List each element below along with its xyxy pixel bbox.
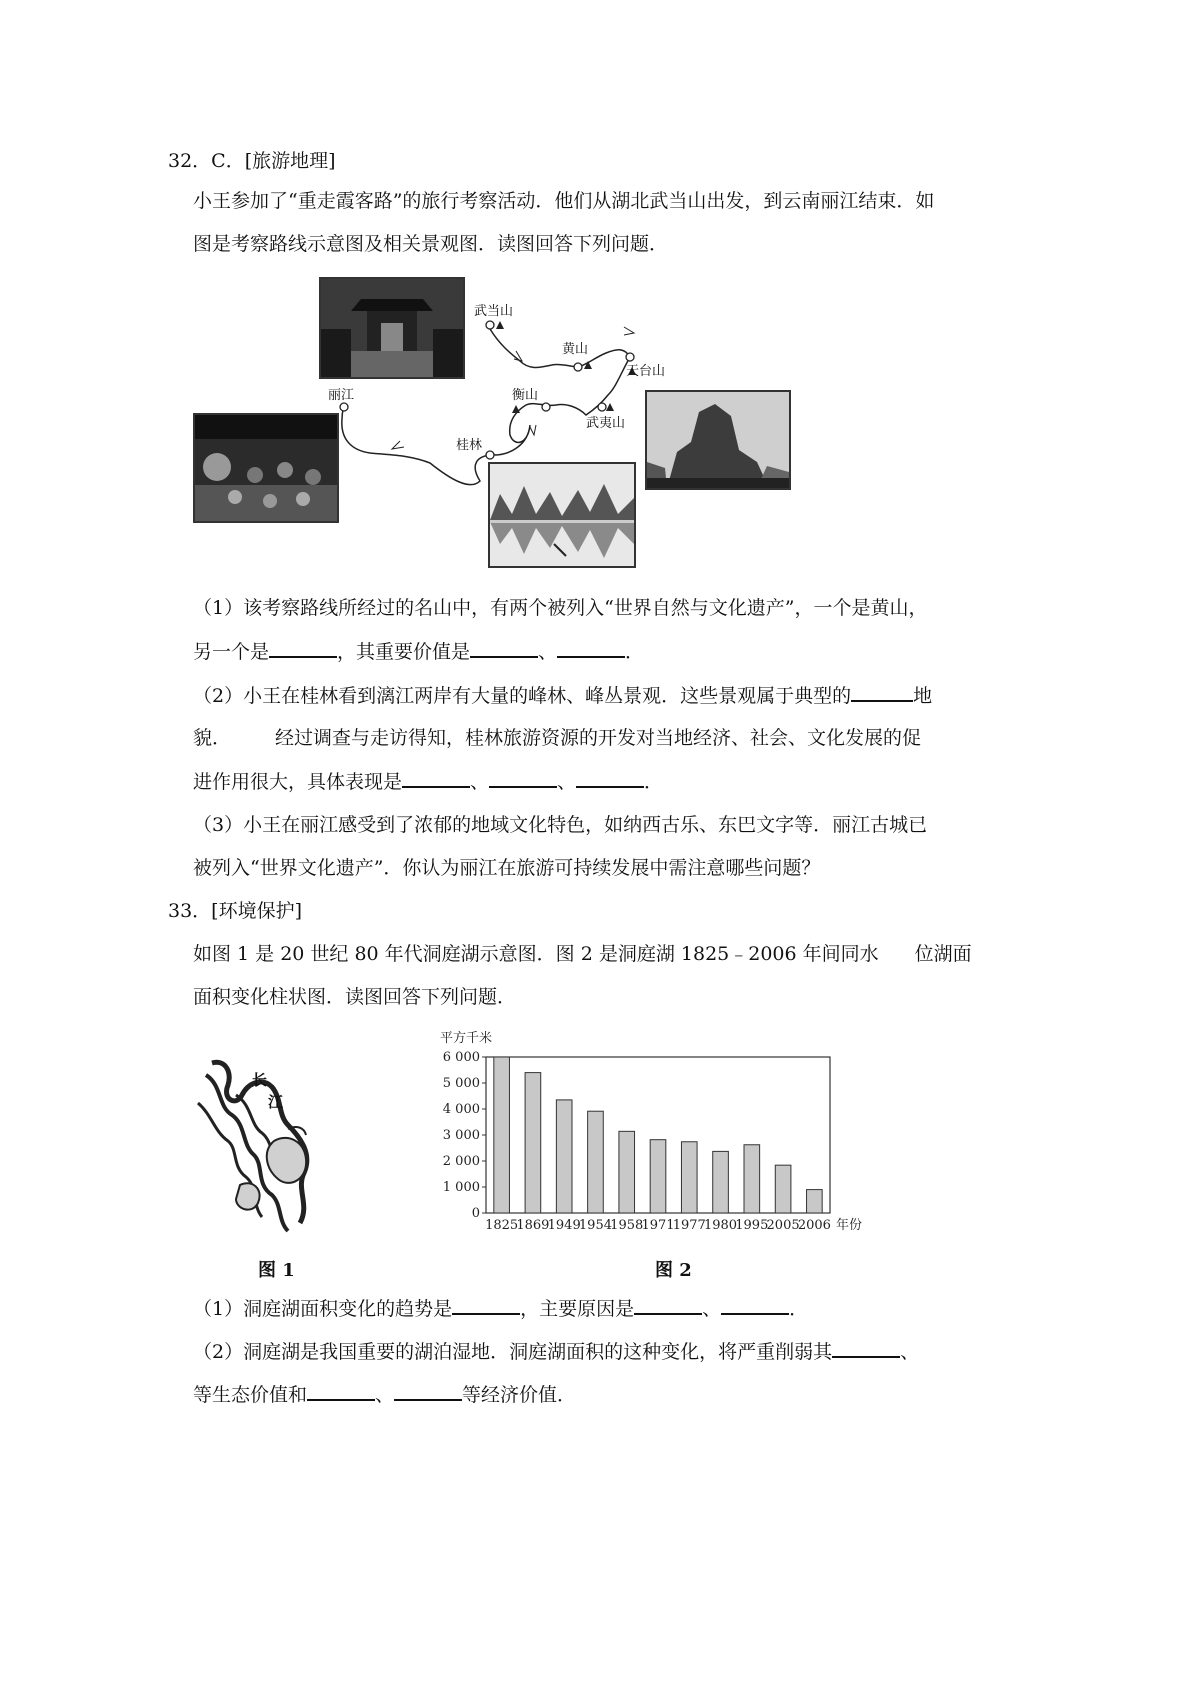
answer-blank[interactable]: [721, 1295, 789, 1315]
text: 、: [900, 1341, 920, 1363]
label-tiantaishan: 天台山: [626, 364, 666, 379]
y-tick-label: 0: [471, 1206, 480, 1221]
y-axis-label: 平方千米: [440, 1031, 493, 1046]
hengshan-marker: [542, 403, 550, 411]
x-tick-label: 1954: [578, 1218, 613, 1233]
text: 经过调查与走访得知，桂林旅游资源的开发对当地经济、社会、文化发展的促: [275, 727, 922, 749]
text: 、: [557, 771, 577, 793]
route-arrow: [392, 441, 404, 449]
x-tick-label: 1977: [672, 1218, 706, 1233]
naxi-music-photo: [193, 413, 339, 523]
text: 、: [538, 641, 558, 663]
bar-1958: [619, 1131, 635, 1213]
text: ．: [625, 641, 645, 663]
answer-blank[interactable]: [851, 682, 913, 702]
mountain-icon: [496, 321, 504, 329]
answer-blank[interactable]: [489, 768, 557, 788]
text: 如图 1 是 20 世纪 80 年代洞庭湖示意图．图 2 是洞庭湖 1825﹣2006 年间同水: [193, 943, 879, 965]
label-wuyishan: 武夷山: [586, 416, 626, 431]
x-tick-label: 1958: [610, 1218, 644, 1233]
text: 、: [702, 1298, 722, 1320]
wuyishan-marker: [598, 403, 606, 411]
tiantaishan-marker: [626, 353, 634, 361]
y-tick-label: 4 000: [442, 1102, 480, 1117]
mountain-icon: [512, 405, 520, 413]
text: 进作用很大，具体表现是: [193, 771, 403, 793]
text: 地: [913, 685, 933, 707]
y-axis-ticks: [443, 1050, 486, 1221]
east-dongting-lake: [267, 1138, 306, 1183]
text: ，其重要价值是: [337, 641, 471, 663]
route-arrow: [514, 351, 522, 361]
bar-1971: [650, 1140, 666, 1213]
label-hengshan: 衡山: [512, 388, 539, 403]
bar-1995: [744, 1145, 760, 1213]
west-dongting-lake: [236, 1183, 260, 1209]
guilin-marker: [486, 451, 494, 459]
mountain-icon: [606, 403, 614, 411]
bar-2005: [775, 1165, 791, 1213]
mountain-icon: [584, 361, 592, 369]
x-tick-label: 1971: [641, 1218, 675, 1233]
text: 、: [375, 1384, 395, 1406]
label-guilin: 桂林: [456, 438, 483, 453]
q32-header: 32．C．[旅游地理]: [168, 150, 336, 172]
label-huangshan: 黄山: [562, 342, 589, 357]
text: 、: [470, 771, 490, 793]
text: ，主要原因是: [520, 1298, 635, 1320]
huangshan-marker: [574, 363, 582, 371]
text: （1）洞庭湖面积变化的趋势是: [193, 1298, 453, 1320]
x-tick-label: 1995: [735, 1218, 769, 1233]
route-segment-north: [490, 329, 630, 368]
q33-sub2-line2: [193, 1381, 576, 1408]
yangtze-label-char1: 长: [252, 1071, 268, 1089]
answer-blank[interactable]: [557, 638, 625, 658]
q32-sub1-line1: （1）该考察路线所经过的名山中，有两个被列入“世界自然与文化遗产”，一个是黄山，: [193, 597, 928, 619]
label-lijiang: 丽江: [328, 388, 355, 403]
answer-blank[interactable]: [452, 1295, 520, 1315]
naxi-music-photo-art: [195, 415, 337, 521]
bar-1825: [494, 1057, 510, 1213]
x-tick-label: 1949: [547, 1218, 581, 1233]
label-wudangshan: 武当山: [474, 304, 514, 319]
figure1-caption: 图 1: [258, 1260, 295, 1281]
q33-intro-line2: 面积变化柱状图．读图回答下列问题．: [193, 986, 517, 1008]
q33-intro-line1: [193, 941, 972, 967]
lake-area-bar-chart: [420, 1022, 880, 1242]
x-tick-label: 2005: [766, 1218, 800, 1233]
text: 貌．: [193, 727, 232, 749]
text: 等生态价值和: [193, 1384, 308, 1406]
text: 另一个是: [193, 641, 270, 663]
answer-blank[interactable]: [470, 638, 538, 658]
answer-blank[interactable]: [269, 638, 337, 658]
answer-blank[interactable]: [402, 768, 470, 788]
q32-sub3-line2: 被列入“世界文化遗产”．你认为丽江在旅游可持续发展中需注意哪些问题？: [193, 857, 821, 879]
text: ．: [789, 1298, 809, 1320]
q32-sub2-line1: [193, 682, 932, 709]
y-tick-label: 6 000: [442, 1050, 480, 1065]
text: （2）洞庭湖是我国重要的湖泊湿地．洞庭湖面积的这种变化，将严重削弱其: [193, 1341, 833, 1363]
q32-sub3-line1: （3）小王在丽江感受到了浓郁的地域文化特色，如纳西古乐、东巴文字等．丽江古城已: [193, 814, 928, 836]
x-tick-label: 2006: [797, 1218, 831, 1233]
x-axis-label: 年份: [836, 1218, 863, 1233]
text: ．: [644, 771, 664, 793]
x-tick-label: 1980: [703, 1218, 738, 1233]
x-tick-label: 1825: [485, 1218, 519, 1233]
x-axis-ticks: [485, 1218, 831, 1233]
y-tick-label: 2 000: [442, 1154, 480, 1169]
y-tick-label: 5 000: [442, 1076, 480, 1091]
bar-1954: [588, 1111, 604, 1213]
lijiang-marker: [340, 403, 348, 411]
answer-blank[interactable]: [307, 1381, 375, 1401]
text: （2）小王在桂林看到漓江两岸有大量的峰林、峰丛景观．这些景观属于典型的: [193, 685, 852, 707]
route-line-map: [320, 295, 700, 495]
x-tick-label: 1869: [516, 1218, 550, 1233]
text: 位湖面: [914, 943, 972, 965]
q32-sub2-line2: [193, 725, 921, 751]
y-tick-label: 3 000: [442, 1128, 480, 1143]
q33-header: 33．[环境保护]: [168, 900, 303, 922]
q32-intro-line2: 图是考察路线示意图及相关景观图．读图回答下列问题．: [193, 233, 669, 255]
yangtze-label-char2: 江: [268, 1093, 284, 1111]
q33-sub2-line1: [193, 1338, 919, 1365]
bar-1980: [713, 1151, 729, 1213]
bar-2006: [807, 1190, 823, 1213]
answer-blank[interactable]: [394, 1381, 462, 1401]
text: 等经济价值．: [462, 1384, 577, 1406]
route-arrow: [530, 425, 536, 435]
bar-1949: [556, 1100, 572, 1213]
dongting-lake-map: [192, 1055, 342, 1235]
bars-group: [494, 1057, 822, 1213]
q32-sub2-line3: [193, 768, 663, 795]
bar-1977: [681, 1142, 697, 1213]
route-arrow: [624, 327, 634, 335]
q33-sub1-line: [193, 1295, 808, 1322]
q32-sub1-line2: [193, 638, 644, 665]
bar-1869: [525, 1073, 541, 1213]
figure2-caption: 图 2: [655, 1260, 692, 1281]
answer-blank[interactable]: [576, 768, 644, 788]
q32-intro-line1: 小王参加了“重走霞客路”的旅行考察活动．他们从湖北武当山出发，到云南丽江结束．如: [193, 190, 935, 212]
answer-blank[interactable]: [832, 1338, 900, 1358]
y-tick-label: 1 000: [442, 1180, 480, 1195]
wudangshan-marker: [486, 321, 494, 329]
answer-blank[interactable]: [634, 1295, 702, 1315]
